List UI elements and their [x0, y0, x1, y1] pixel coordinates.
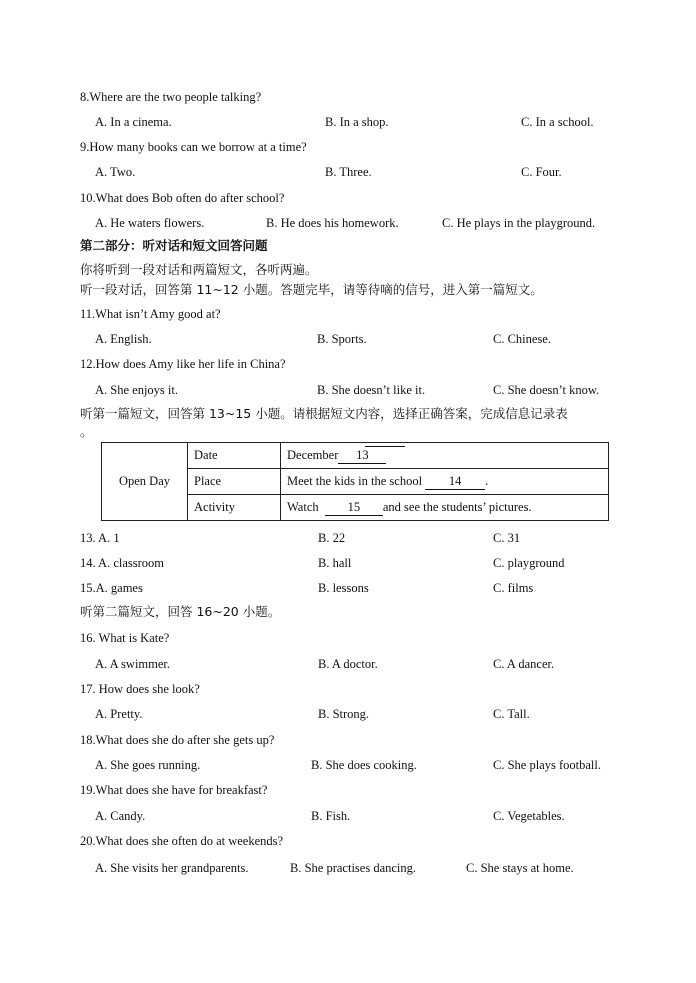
- row-value-place: [281, 469, 609, 495]
- question-19: 19.What does she have for breakfast?: [80, 783, 268, 797]
- q12-option-c: C. She doesn’t know.: [493, 383, 600, 397]
- blank-13[interactable]: 13: [338, 448, 386, 464]
- passage2-instruction: 听第二篇短文，回答 16~20 小题。: [80, 604, 281, 619]
- table-title-cell: Open Day: [102, 443, 188, 521]
- q8-option-c: C. In a school.: [521, 115, 594, 129]
- q19-option-b: B. Fish.: [311, 809, 351, 823]
- q9-option-c: C. Four.: [521, 165, 562, 179]
- q17-option-c: C. Tall.: [493, 707, 530, 721]
- date-prefix: December: [287, 447, 339, 462]
- q16-option-c: C. A dancer.: [493, 657, 555, 671]
- question-15: 15.A. games: [80, 581, 143, 595]
- q11-option-b: B. Sports.: [317, 332, 367, 346]
- activity-suffix: and see the students’ pictures.: [382, 499, 532, 514]
- info-record-table: [101, 442, 609, 521]
- q20-option-a: A. She visits her grandparents.: [95, 861, 249, 875]
- row-value-activity: [281, 495, 609, 521]
- question-16: 16. What is Kate?: [80, 631, 170, 645]
- q13-option-c: C. 31: [493, 531, 521, 545]
- q10-option-c: C. He plays in the playground.: [442, 216, 596, 230]
- place-prefix: Meet the kids in the school: [287, 473, 426, 488]
- q11-option-a: A. English.: [95, 332, 152, 346]
- q14-option-c: C. playground: [493, 556, 565, 570]
- q17-option-b: B. Strong.: [318, 707, 370, 721]
- q9-option-a: A. Two.: [95, 165, 136, 179]
- q10-option-a: A. He waters flowers.: [95, 216, 205, 230]
- question-10: 10.What does Bob often do after school?: [80, 191, 285, 205]
- passage1-instruction-cont: 。: [80, 424, 93, 439]
- row-label-date: Date: [188, 443, 281, 469]
- q18-option-c: C. She plays football.: [493, 758, 601, 772]
- q13-option-b: B. 22: [318, 531, 346, 545]
- blank-14[interactable]: 14: [425, 474, 485, 490]
- passage1-instruction: 听第一篇短文，回答第 13~15 小题。请根据短文内容，选择正确答案，完成信息记录表: [80, 406, 568, 421]
- row-label-place: Place: [188, 469, 281, 495]
- q16-option-a: A. A swimmer.: [95, 657, 171, 671]
- q16-option-b: B. A doctor.: [318, 657, 378, 671]
- q14-option-b: B. hall: [318, 556, 352, 570]
- q12-option-a: A. She enjoys it.: [95, 383, 178, 397]
- q8-option-b: B. In a shop.: [325, 115, 389, 129]
- question-9: 9.How many books can we borrow at a time?: [80, 140, 307, 154]
- row-value-date: [281, 443, 609, 469]
- place-suffix: .: [485, 473, 489, 488]
- question-18: 18.What does she do after she gets up?: [80, 733, 275, 747]
- q10-option-b: B. He does his homework.: [266, 216, 399, 230]
- question-13: 13. A. 1: [80, 531, 120, 545]
- part2-intro-1: 你将听到一段对话和两篇短文，各听两遍。: [80, 262, 318, 277]
- question-12: 12.How does Amy like her life in China?: [80, 357, 286, 371]
- question-8: 8.Where are the two people talking?: [80, 90, 262, 104]
- question-17: 17. How does she look?: [80, 682, 200, 696]
- q19-option-a: A. Candy.: [95, 809, 146, 823]
- question-11: 11.What isn’t Amy good at?: [80, 307, 221, 321]
- part2-intro-2: 听一段对话，回答第 11~12 小题。答题完毕，请等待嘀的信号，进入第一篇短文。: [80, 282, 543, 297]
- q17-option-a: A. Pretty.: [95, 707, 143, 721]
- question-14: 14. A. classroom: [80, 556, 165, 570]
- part2-title: 第二部分：听对话和短文回答问题: [80, 238, 268, 253]
- q12-option-b: B. She doesn’t like it.: [317, 383, 426, 397]
- q15-option-c: C. films: [493, 581, 534, 595]
- q20-option-c: C. She stays at home.: [466, 861, 574, 875]
- question-20: 20.What does she often do at weekends?: [80, 834, 284, 848]
- q11-option-c: C. Chinese.: [493, 332, 551, 346]
- q18-option-b: B. She does cooking.: [311, 758, 417, 772]
- q15-option-b: B. lessons: [318, 581, 369, 595]
- activity-prefix: Watch: [287, 499, 325, 514]
- q20-option-b: B. She practises dancing.: [290, 861, 417, 875]
- q9-option-b: B. Three.: [325, 165, 372, 179]
- row-label-activity: Activity: [188, 495, 281, 521]
- q8-option-a: A. In a cinema.: [95, 115, 172, 129]
- q18-option-a: A. She goes running.: [95, 758, 201, 772]
- blank-15[interactable]: 15: [325, 500, 383, 516]
- q19-option-c: C. Vegetables.: [493, 809, 565, 823]
